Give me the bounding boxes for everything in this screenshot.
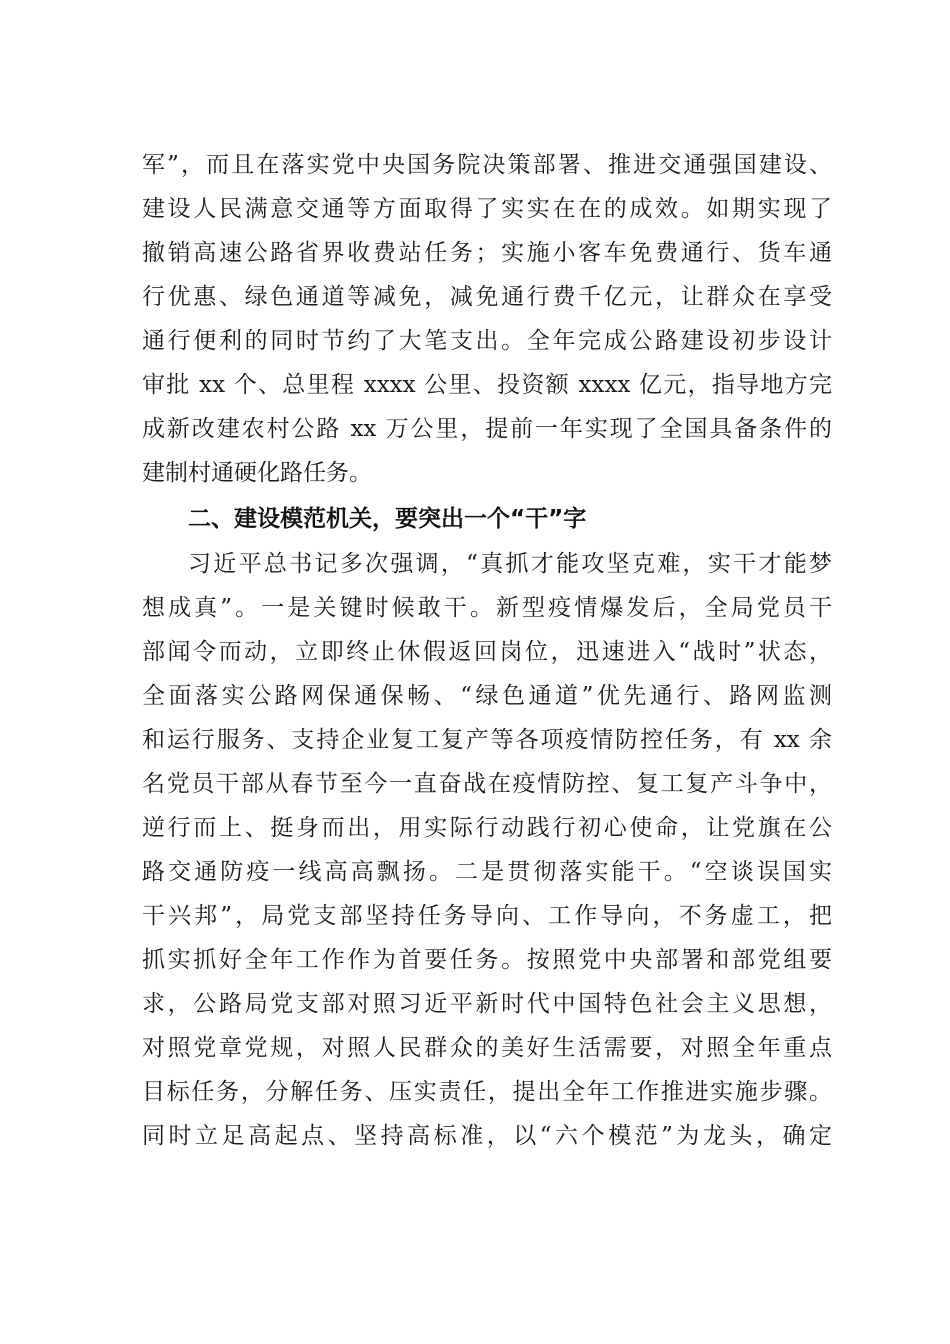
para1-line-4: 行优惠、绿色通道等减免，减免通行费千亿元，让群众在享受: [142, 284, 832, 310]
para2-line-10: 抓实抓好全年工作作为首要任务。按照党中央部署和部党组要: [142, 947, 832, 973]
para2-line-9: 干兴邦”，局党支部坚持任务导向、工作导向，不务虚工，把: [142, 903, 832, 929]
para2-line-11: 求，公路局党支部对照习近平新时代中国特色社会主义思想，: [142, 991, 832, 1017]
para2-line-6: 名党员干部从春节至今一直奋战在疫情防控、复工复产斗争中，: [142, 771, 832, 797]
para1-line-7: 成新改建农村公路 xx 万公里，提前一年实现了全国具备条件的: [142, 416, 832, 442]
para2-line-4: 全面落实公路网保通保畅、“绿色通道”优先通行、路网监测: [142, 683, 832, 709]
para2-line-13: 目标任务，分解任务、压实责任，提出全年工作推进实施步骤。: [142, 1079, 832, 1105]
section-heading: 二、建设模范机关，要突出一个“干”字: [188, 506, 587, 532]
para1-line-3: 撤销高速公路省界收费站任务；实施小客车免费通行、货车通: [142, 240, 832, 266]
para2-line-14: 同时立足高起点、坚持高标准，以“六个模范”为龙头，确定: [142, 1123, 832, 1149]
para2-line-7: 逆行而上、挺身而出，用实际行动践行初心使命，让党旗在公: [142, 815, 832, 841]
para2-line-2: 想成真”。一是关键时候敢干。新型疫情爆发后，全局党员干: [142, 595, 832, 621]
para2-line-12: 对照党章党规，对照人民群众的美好生活需要，对照全年重点: [142, 1035, 832, 1061]
para1-line-2: 建设人民满意交通等方面取得了实实在在的成效。如期实现了: [142, 196, 832, 222]
para2-line-3: 部闻令而动，立即终止休假返回岗位，迅速进入“战时”状态，: [142, 639, 832, 665]
para2-line-1: 习近平总书记多次强调，“真抓才能攻坚克难，实干才能梦: [188, 551, 832, 577]
para2-line-8: 路交通防疫一线高高飘扬。二是贯彻落实能干。“空谈误国实: [142, 859, 832, 885]
para1-line-5: 通行便利的同时节约了大笔支出。全年完成公路建设初步设计: [142, 328, 832, 354]
para1-line-6: 审批 xx 个、总里程 xxxx 公里、投资额 xxxx 亿元，指导地方完: [142, 372, 832, 398]
para1-line-8: 建制村通硬化路任务。: [142, 460, 372, 486]
para1-line-1: 军”，而且在落实党中央国务院决策部署、推进交通强国建设、: [142, 152, 832, 178]
para2-line-5: 和运行服务、支持企业复工复产等各项疫情防控任务，有 xx 余: [142, 727, 832, 753]
